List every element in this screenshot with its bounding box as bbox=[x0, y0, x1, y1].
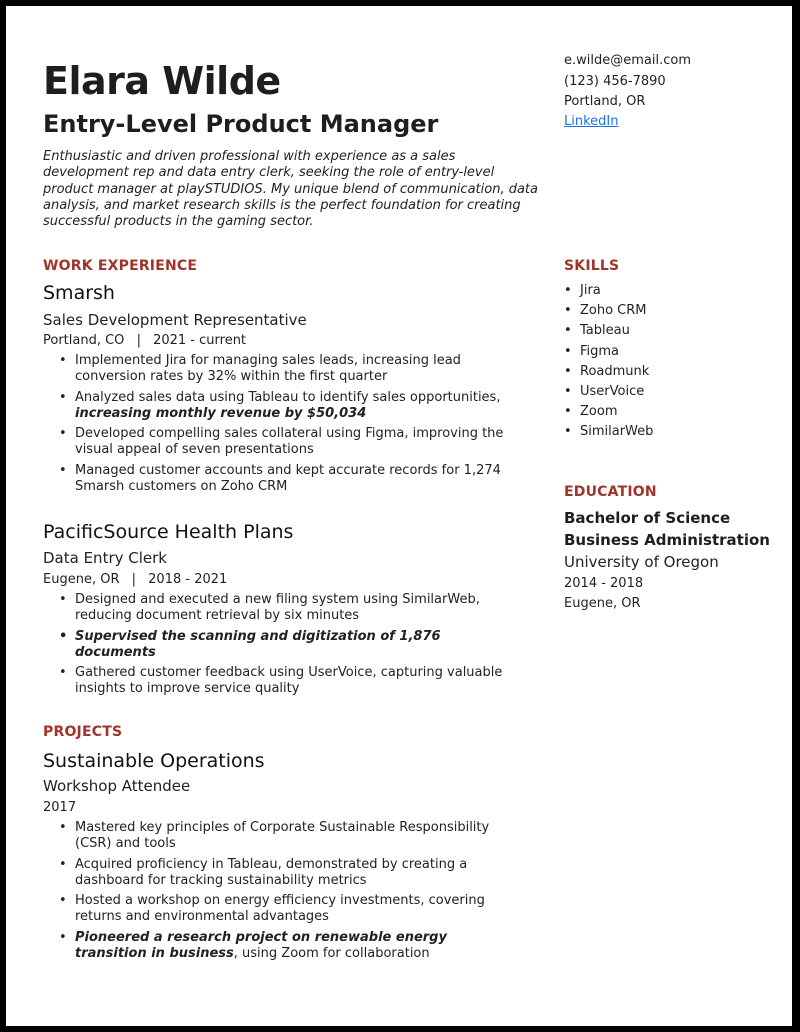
job-location: Eugene, OR bbox=[43, 572, 120, 587]
job-meta bbox=[43, 332, 246, 350]
bullet-highlight: increasing monthly revenue by $50,034 bbox=[75, 405, 367, 421]
company-name: PacificSource Health Plans bbox=[43, 521, 294, 543]
list-item: • Designed and executed a new filing system using SimilarWeb, reducing document retrieval by six minutes bbox=[43, 592, 513, 625]
company-name: Smarsh bbox=[43, 282, 115, 304]
job-dates: 2021 - current bbox=[153, 333, 247, 348]
skills-list bbox=[564, 281, 653, 443]
project-bullets bbox=[43, 820, 513, 966]
meta-separator: | bbox=[131, 572, 137, 587]
degree-name: Bachelor of Science bbox=[564, 509, 731, 527]
target-role: Entry-Level Product Manager bbox=[43, 110, 439, 138]
list-item: • Implemented Jira for managing sales leads, increasing lead conversion rates by 32% within the first quarter bbox=[43, 353, 513, 386]
job-bullets bbox=[43, 353, 513, 499]
section-heading-work-experience: WORK EXPERIENCE bbox=[43, 258, 198, 274]
job-title: Data Entry Clerk bbox=[43, 549, 167, 567]
degree-field: Business Administration bbox=[564, 531, 770, 549]
project-role: Workshop Attendee bbox=[43, 777, 191, 795]
skill-item: • Zoom bbox=[564, 402, 653, 422]
job-title: Sales Development Representative bbox=[43, 311, 307, 329]
list-item: • Gathered customer feedback using UserVoice, capturing valuable insights to improve service quality bbox=[43, 665, 513, 698]
education-location: Eugene, OR bbox=[564, 596, 641, 611]
list-item: • Hosted a workshop on energy efficiency investments, covering returns and environmental advantages bbox=[43, 893, 513, 926]
section-heading-education: EDUCATION bbox=[564, 484, 657, 500]
summary-text: Enthusiastic and driven professional with experience as a sales development rep and data entry clerk, seeking the role of entry-level product manager at playSTUDIOS. My unique blend of communication, data analysis, and market research skills is the perfect foundation for creating successful products in the gaming sector. bbox=[43, 149, 538, 230]
skill-item: • Jira bbox=[564, 281, 653, 301]
bullet-text: , using Zoom for collaboration bbox=[233, 946, 430, 962]
resume-page bbox=[6, 6, 792, 1026]
school-name: University of Oregon bbox=[564, 553, 719, 571]
list-item: • Managed customer accounts and kept accurate records for 1,274 Smarsh customers on Zoho CRM bbox=[43, 463, 513, 496]
job-meta bbox=[43, 571, 227, 589]
linkedin-link[interactable]: LinkedIn bbox=[564, 114, 619, 129]
job-bullets bbox=[43, 592, 513, 702]
list-item bbox=[43, 390, 513, 423]
job-location: Portland, CO bbox=[43, 333, 125, 348]
skill-item: • SimilarWeb bbox=[564, 422, 653, 442]
list-item: • Developed compelling sales collateral using Figma, improving the visual appeal of seven presentations bbox=[43, 426, 513, 459]
list-item bbox=[43, 930, 513, 963]
skill-item: • Zoho CRM bbox=[564, 301, 653, 321]
list-item: • Supervised the scanning and digitization of 1,876 documents bbox=[43, 629, 513, 662]
list-item: • Mastered key principles of Corporate Sustainable Responsibility (CSR) and tools bbox=[43, 820, 513, 853]
skill-item: • Tableau bbox=[564, 321, 653, 341]
skill-item: • Roadmunk bbox=[564, 362, 653, 382]
contact-email[interactable]: e.wilde@email.com bbox=[564, 53, 691, 68]
section-heading-skills: SKILLS bbox=[564, 258, 620, 274]
education-dates: 2014 - 2018 bbox=[564, 576, 644, 591]
meta-separator: | bbox=[136, 333, 141, 348]
skill-item: • Figma bbox=[564, 342, 653, 362]
candidate-name: Elara Wilde bbox=[43, 59, 281, 103]
bullet-text: Analyzed sales data using Tableau to identify sales opportunities, bbox=[75, 389, 501, 405]
section-heading-projects: PROJECTS bbox=[43, 724, 123, 740]
contact-location: Portland, OR bbox=[564, 94, 646, 109]
project-name: Sustainable Operations bbox=[43, 750, 265, 772]
skill-item: • UserVoice bbox=[564, 382, 653, 402]
contact-phone: (123) 456-7890 bbox=[564, 74, 666, 89]
project-year: 2017 bbox=[43, 800, 77, 815]
list-item: • Acquired proficiency in Tableau, demonstrated by creating a dashboard for tracking sustainability metrics bbox=[43, 857, 513, 890]
job-dates: 2018 - 2021 bbox=[148, 572, 228, 587]
bullet-highlight: Pioneered a research project on renewable energy transition in business bbox=[75, 929, 447, 962]
